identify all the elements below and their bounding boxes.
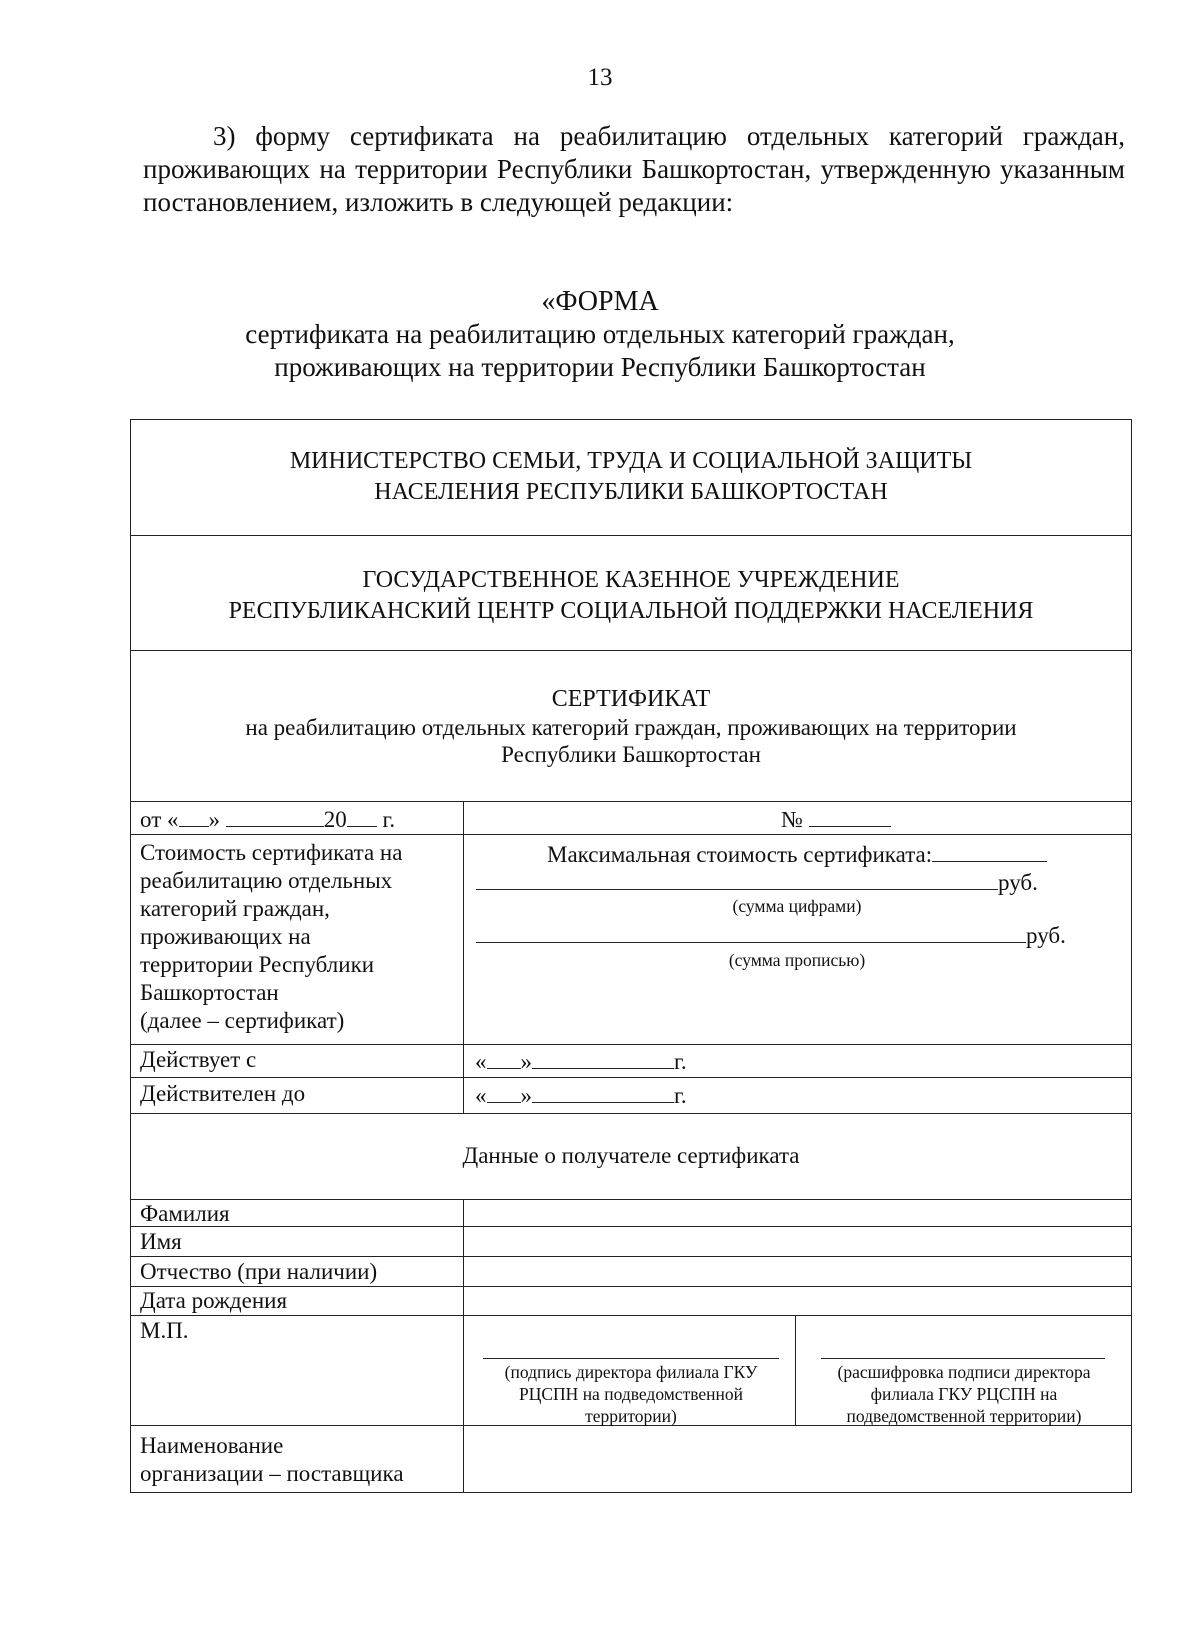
cost-label-line: проживающих на [140,924,311,949]
row-divider [131,1256,1131,1257]
year-suffix: г. [674,1049,687,1074]
month-blank [532,1046,674,1069]
name-field[interactable] [465,1228,1129,1255]
column-divider [795,1315,796,1425]
month-blank [532,1080,674,1103]
cost-label-line: категорий граждан, [140,896,330,921]
row-divider [131,801,1131,802]
open-quote: « [475,1083,487,1108]
sum-digits-caption: (сумма цифрами) [732,896,862,916]
cost-label-line: территории Республики [140,952,375,977]
form-heading-line-2: проживающих на территории Республики Башкортостан [274,352,926,382]
institution-name-line-2: РЕСПУБЛИКАНСКИЙ ЦЕНТР СОЦИАЛЬНОЙ ПОДДЕРЖКИ НАСЕЛЕНИЯ [228,598,1034,624]
row-divider [131,1044,1131,1045]
form-heading [0,285,1200,384]
patronymic-label: Отчество (при наличии) [140,1259,378,1284]
signature-decode-caption-line: филиала ГКУ РЦСПН на [870,1384,1058,1404]
close-quote: » [520,1083,532,1108]
certificate-form [130,419,1132,1493]
supplier-label-line: организации – поставщика [140,1461,404,1486]
form-heading-line-1: сертификата на реабилитацию отдельных категорий граждан, [245,319,955,349]
row-divider [131,650,1131,651]
patronymic-field[interactable] [465,1258,1129,1285]
director-signature-line[interactable] [483,1358,779,1359]
intro-paragraph: 3) форму сертификата на реабилитацию отдельных категорий граждан, проживающих на территории Республики Башкортостан, утвержденную указанным постановлением, изложить в следующей редакции: [143,121,1125,217]
supplier-field[interactable] [465,1427,1129,1491]
max-cost-blank [932,839,1047,862]
valid-to-label: Действителен до [140,1081,306,1106]
day-blank [179,804,209,827]
number-blank [809,804,891,827]
day-blank [487,1046,521,1069]
birth-date-label: Дата рождения [140,1288,288,1313]
valid-from-date-field[interactable] [475,1046,687,1076]
director-signature-caption-line: территории) [585,1406,677,1426]
sum-words-field[interactable] [476,920,1066,950]
surname-field[interactable] [465,1200,1129,1225]
surname-label: Фамилия [140,1201,230,1226]
recipient-section-header: Данные о получателе сертификата [462,1143,800,1168]
issue-date-field[interactable] [140,804,458,834]
certificate-subtitle-line-1: на реабилитацию отдельных категорий граждан, проживающих на территории [245,715,1017,740]
valid-from-label: Действует с [140,1047,257,1072]
max-cost-label: Максимальная стоимость сертификата: [547,842,933,867]
rub-label: руб. [998,870,1038,895]
month-blank [226,804,324,827]
row-divider [131,1077,1131,1078]
column-divider [463,1199,464,1493]
valid-to-date-field[interactable] [475,1080,687,1110]
year-blank [347,804,377,827]
row-divider [131,834,1131,835]
day-blank [487,1080,521,1103]
sum-words-caption: (сумма прописью) [728,950,866,970]
open-quote: « [475,1049,487,1074]
close-quote: » [520,1049,532,1074]
signature-decode-caption-line: (расшифровка подписи директора [837,1362,1091,1382]
year-prefix: 20 [323,807,347,832]
director-signature-caption-line: (подпись директора филиала ГКУ [504,1362,758,1382]
row-divider [131,1315,1131,1316]
number-label: № [781,807,803,832]
cost-label-line: Стоимость сертификата на [140,840,403,865]
name-label: Имя [140,1229,182,1254]
sum-digits-blank [476,867,998,890]
ministry-name-line-1: МИНИСТЕРСТВО СЕМЬИ, ТРУДА И СОЦИАЛЬНОЙ ЗАЩИТЫ [289,448,973,474]
date-from-label: от « [140,807,179,832]
rub-label: руб. [1026,923,1066,948]
sum-digits-field[interactable] [476,867,1038,897]
certificate-number-field[interactable] [781,804,891,834]
cost-label-line: реабилитацию отдельных [140,868,393,893]
page-number: 13 [587,64,613,91]
signature-decode-caption-line: подведомственной территории) [846,1406,1082,1426]
row-divider [131,1226,1131,1227]
cost-label-line: (далее – сертификат) [140,1008,345,1033]
director-signature-caption-line: РЦСПН на подведомственной [519,1384,743,1404]
form-heading-title: «ФОРМА [541,286,659,317]
certificate-title: СЕРТИФИКАТ [551,686,711,712]
year-suffix: г. [674,1083,687,1108]
cost-label-line: Башкортостан [140,980,279,1005]
year-suffix: г. [382,807,396,832]
stamp-label: М.П. [140,1318,189,1343]
row-divider [131,1113,1131,1114]
date-close-quote: » [208,807,220,832]
ministry-name-line-2: НАСЕЛЕНИЯ РЕСПУБЛИКИ БАШКОРТОСТАН [374,479,888,505]
row-divider [131,535,1131,536]
max-cost-field[interactable] [547,839,1047,869]
supplier-label-line: Наименование [140,1433,284,1458]
birth-date-field[interactable] [465,1287,1129,1314]
certificate-subtitle-line-2: Республики Башкортостан [501,742,761,767]
sum-words-blank [476,920,1026,943]
signature-decode-line[interactable] [821,1358,1105,1359]
cost-label [140,839,458,1035]
institution-name-line-1: ГОСУДАРСТВЕННОЕ КАЗЕННОЕ УЧРЕЖДЕНИЕ [362,567,900,593]
